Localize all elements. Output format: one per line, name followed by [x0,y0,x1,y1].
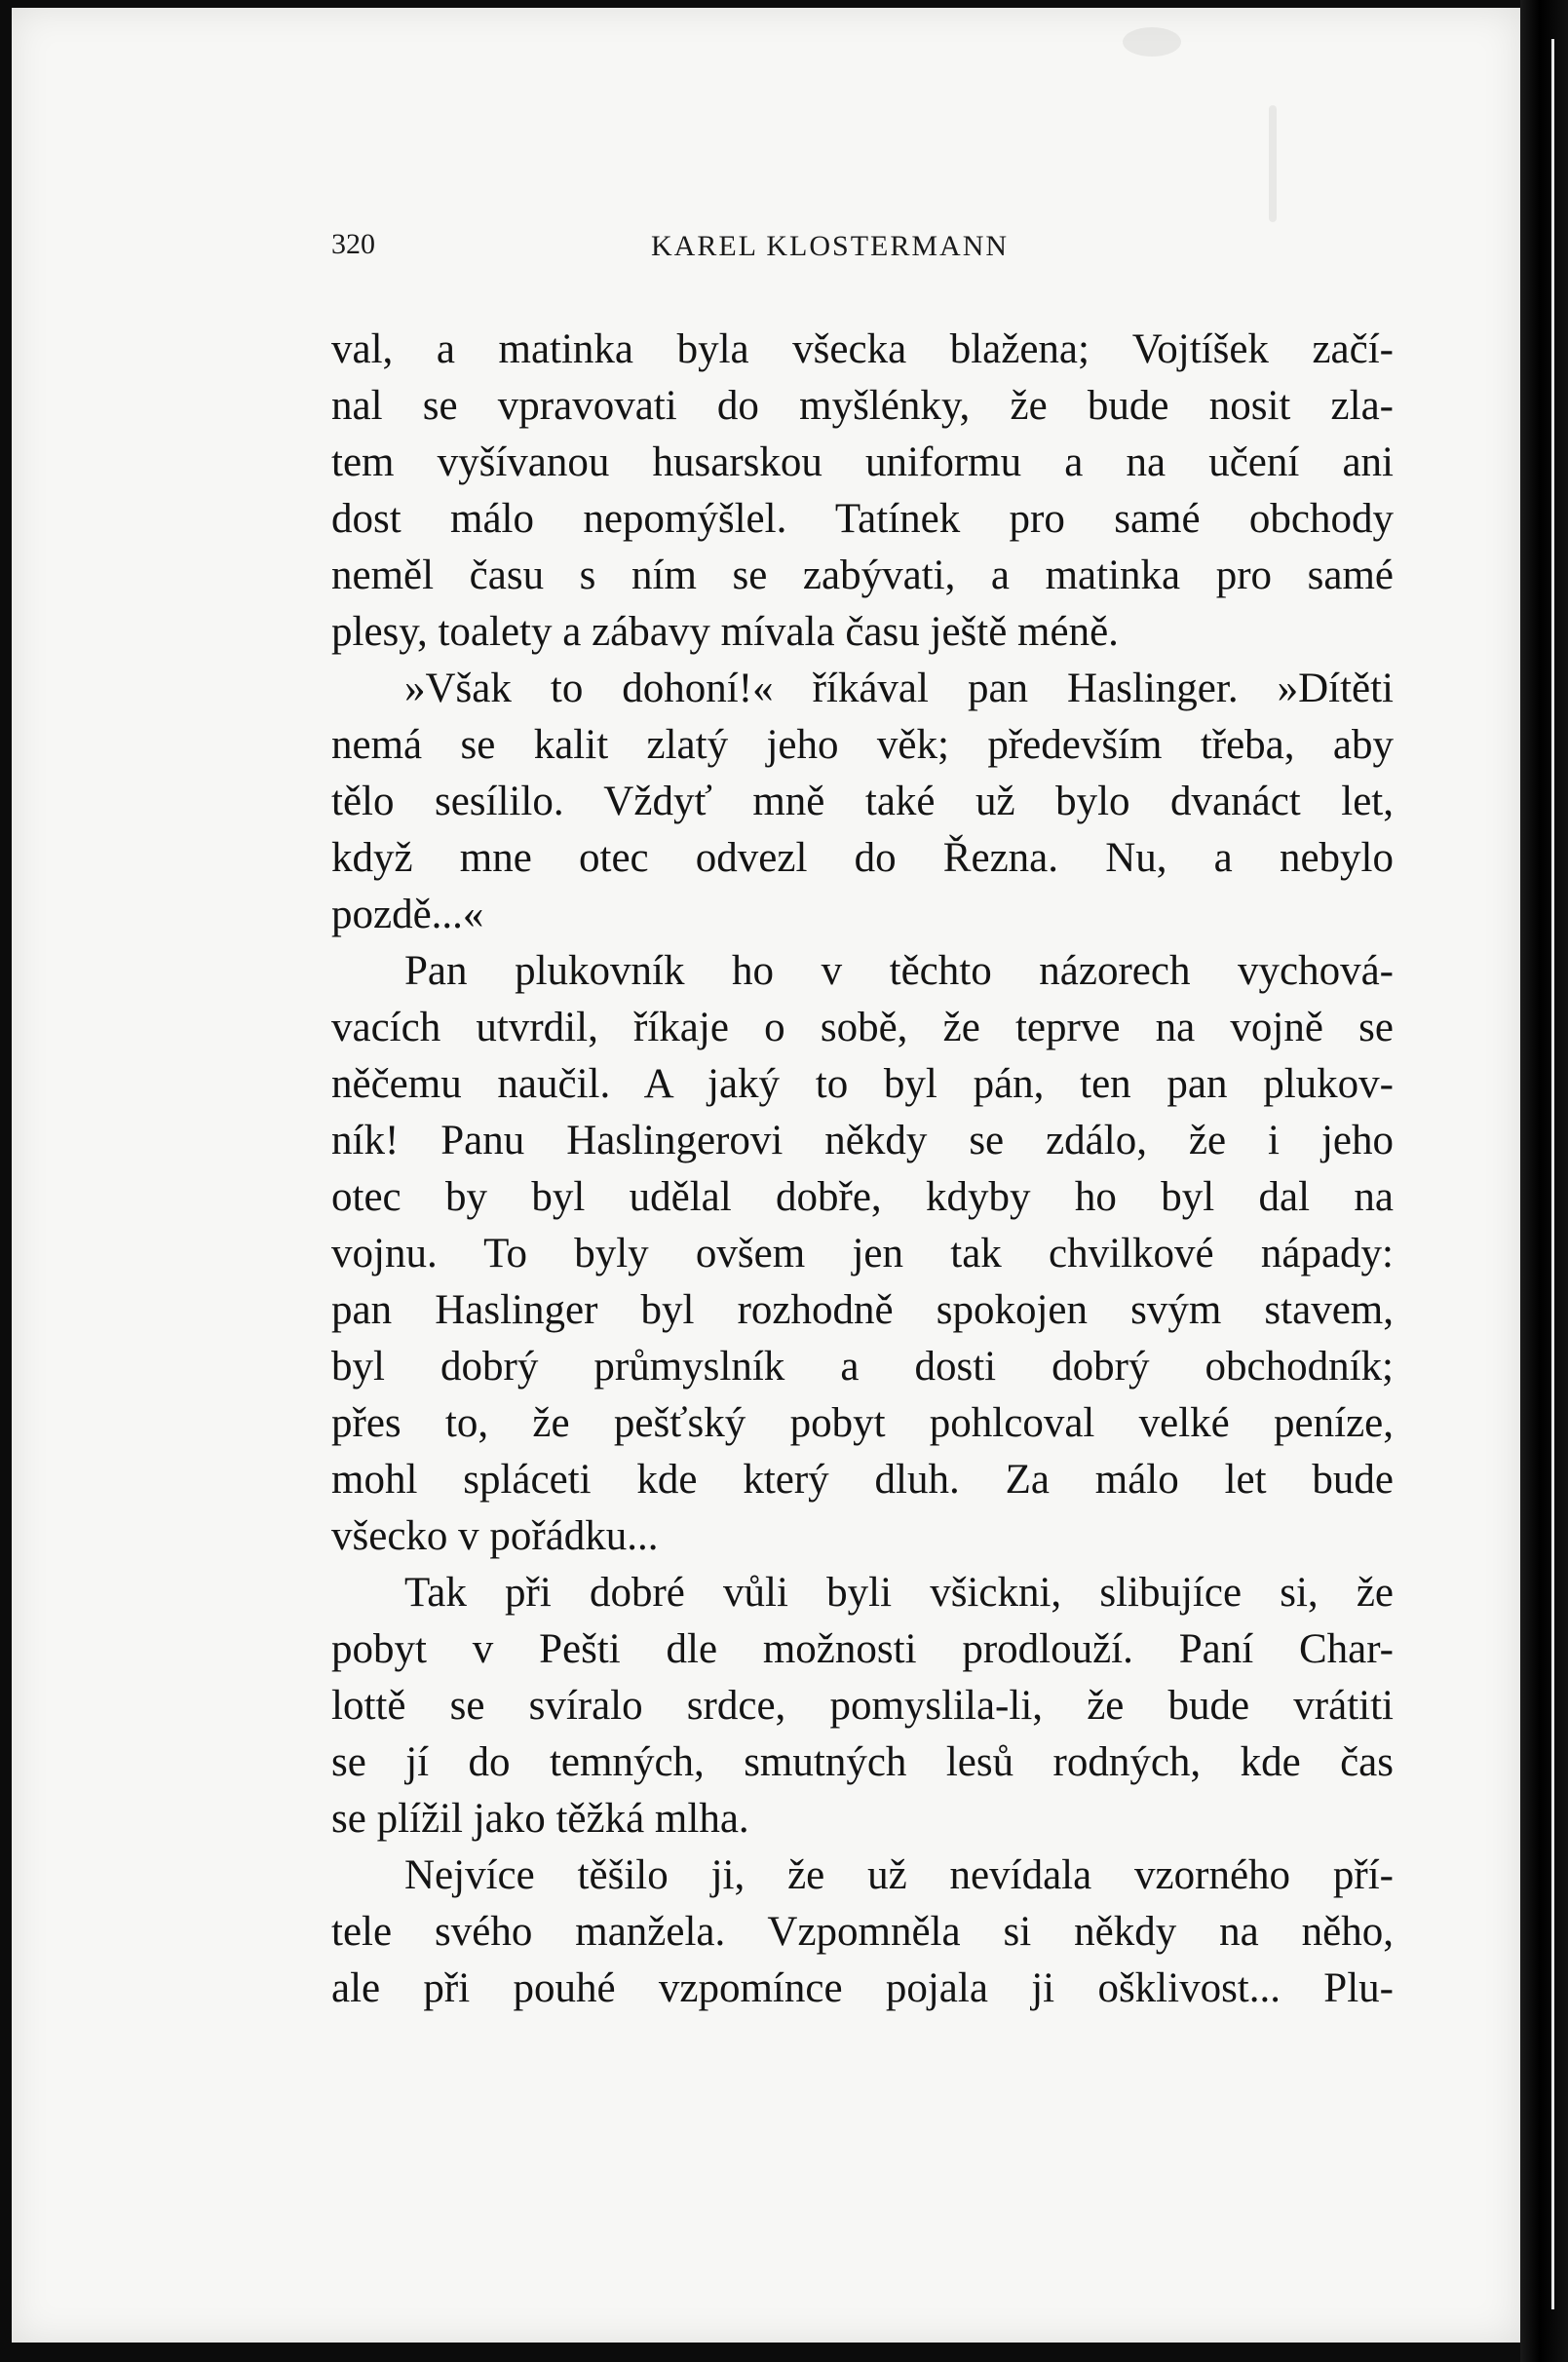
text-line: val, a matinka byla všecka blažena; Vojtíšek začí- [331,326,1394,372]
text-line: tem vyšívanou husarskou uniformu a na učení ani [331,439,1394,485]
running-title: KAREL KLOSTERMANN [651,230,1010,262]
text-line: ník! Panu Haslingerovi někdy se zdálo, že i jeho [331,1118,1394,1163]
paper-smudge [1123,27,1181,57]
text-line: přes to, že pešťský pobyt pohlcoval velké peníze, [331,1400,1394,1446]
text-line: Tak při dobré vůli byli všickni, slibujíce si, že [404,1570,1394,1616]
text-line: se jí do temných, smutných lesů rodných, kde čas [331,1739,1394,1785]
text-line: pan Haslinger byl rozhodně spokojen svým stavem, [331,1287,1394,1333]
text-line: byl dobrý průmyslník a dosti dobrý obchodník; [331,1344,1394,1390]
text-line: tělo sesílilo. Vždyť mně také už bylo dvanáct let, [331,779,1394,824]
text-line: lottě se svíralo srdce, pomyslila-li, že bude vrátiti [331,1683,1394,1729]
text-line: nal se vpravovati do myšlénky, že bude nosit zla- [331,383,1394,429]
text-line: něčemu naučil. A jaký to byl pán, ten pan plukov- [331,1061,1394,1107]
text-line: tele svého manžela. Vzpomněla si někdy na něho, [331,1909,1394,1955]
text-line: Pan plukovník ho v těchto názorech vychová- [404,948,1394,994]
text-line: když mne otec odvezl do Řezna. Nu, a nebylo [331,835,1394,881]
text-line: ale při pouhé vzpomínce pojala ji ošklivost... Plu- [331,1965,1394,2011]
text-line: neměl času s ním se zabývati, a matinka pro samé [331,552,1394,598]
text-line: Nejvíce těšilo ji, že už nevídala vzorného pří- [404,1852,1394,1898]
text-line: dost málo nepomýšlel. Tatínek pro samé obchody [331,496,1394,542]
page-number: 320 [331,228,375,260]
text-line: vojnu. To byly ovšem jen tak chvilkové nápady: [331,1231,1394,1276]
text-line: plesy, toalety a zábavy mívala času ještě méně. [331,609,1119,655]
page-edge-highlight [1551,39,1554,2309]
text-line: nemá se kalit zlatý jeho věk; především třeba, aby [331,722,1394,768]
text-line: mohl spláceti kde který dluh. Za málo let bude [331,1457,1394,1503]
page-header [331,226,1403,275]
text-line: všecko v pořádku... [331,1513,659,1559]
scan-border-right [1520,0,1568,2362]
text-line: pobyt v Pešti dle možnosti prodlouží. Paní Char- [331,1626,1394,1672]
paper-crease [1269,105,1277,222]
body-text [331,322,1394,2017]
text-line: vacích utvrdil, říkaje o sobě, že teprve na vojně se [331,1005,1394,1050]
text-line: pozdě...« [331,892,484,937]
text-line: »Však to dohoní!« říkával pan Haslinger. »Dítěti [404,666,1394,711]
text-line: otec by byl udělal dobře, kdyby ho byl dal na [331,1174,1394,1220]
text-line: se plížil jako těžká mlha. [331,1796,749,1842]
